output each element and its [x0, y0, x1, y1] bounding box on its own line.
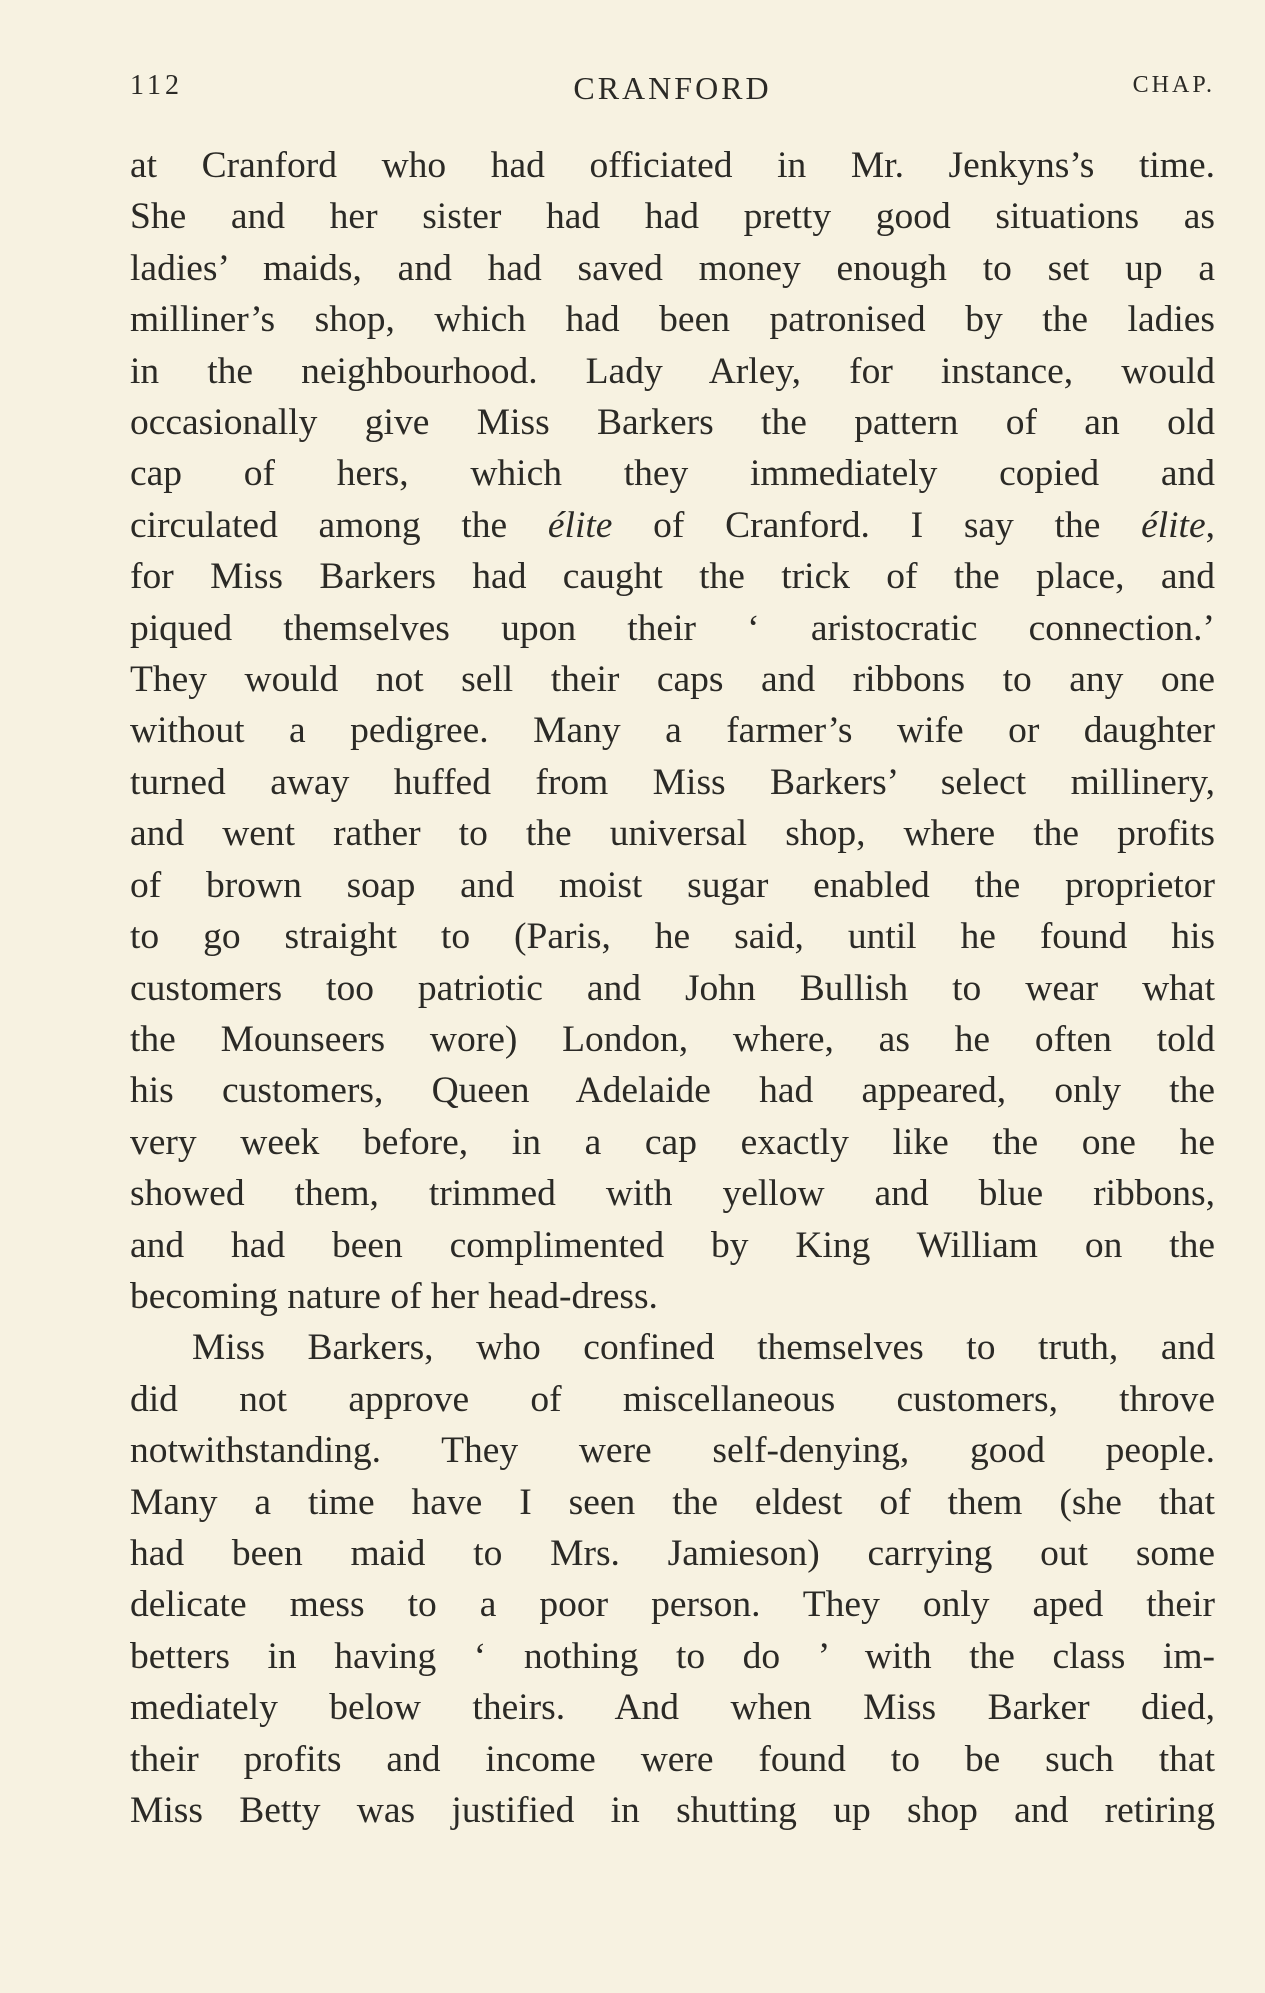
text-line: mediately below theirs. And when Miss Barker died, [130, 1687, 1215, 1729]
text-line: turned away huffed from Miss Barkers’ select millinery, [130, 761, 1215, 803]
text-line: piqued themselves upon their ‘ aristocratic connection.’ [130, 607, 1215, 649]
text-line: occasionally give Miss Barkers the pattern of an old [130, 402, 1215, 444]
paragraph-2 [130, 1322, 1215, 1836]
text-line: customers too patriotic and John Bullish to wear what [130, 967, 1215, 1009]
text-line: did not approve of miscellaneous customers, throve [130, 1378, 1215, 1420]
text-line: betters in having ‘ nothing to do ’ with the class im- [130, 1635, 1215, 1677]
text-line: at Cranford who had officiated in Mr. Jenkyns’s time. [130, 145, 1215, 186]
text-line: and went rather to the universal shop, where the profits [130, 813, 1215, 855]
text-line: Miss Betty was justified in shutting up shop and retiring [130, 1790, 1215, 1831]
chapter-label: CHAP. [1132, 72, 1215, 98]
text-line: becoming nature of her head-dress. [130, 1275, 658, 1317]
text-line: their profits and income were found to be such that [130, 1738, 1215, 1780]
text-line: to go straight to (Paris, he said, until he found his [130, 916, 1215, 958]
running-title: CRANFORD [573, 70, 772, 106]
text-line: Miss Barkers, who confined themselves to truth, and [192, 1327, 1215, 1369]
text-line: delicate mess to a poor person. They only aped their [130, 1584, 1215, 1626]
running-head [130, 70, 1215, 110]
body-text [130, 140, 1215, 1836]
text-line: She and her sister had had pretty good situations as [130, 196, 1215, 238]
text-line: showed them, trimmed with yellow and blue ribbons, [130, 1173, 1215, 1215]
text-line: cap of hers, which they immediately copied and [130, 453, 1215, 495]
text-line: without a pedigree. Many a farmer’s wife or daughter [130, 710, 1215, 752]
text-line: his customers, Queen Adelaide had appeared, only the [130, 1070, 1215, 1112]
text-line: ladies’ maids, and had saved money enough to set up a [130, 247, 1215, 289]
text-line: for Miss Barkers had caught the trick of the place, and [130, 556, 1215, 598]
text-line: Many a time have I seen the eldest of them (she that [130, 1481, 1215, 1523]
text-line: and had been complimented by King William on the [130, 1224, 1215, 1266]
text-line: of brown soap and moist sugar enabled the proprietor [130, 864, 1215, 906]
text-line: circulated among the élite of Cranford. I say the élite, [130, 504, 1215, 546]
text-line: milliner’s shop, which had been patronised by the ladies [130, 299, 1215, 341]
paragraph-1 [130, 140, 1215, 1322]
text-line: had been maid to Mrs. Jamieson) carrying out some [130, 1532, 1215, 1574]
text-line: in the neighbourhood. Lady Arley, for instance, would [130, 350, 1215, 392]
text-line: the Mounseers wore) London, where, as he often told [130, 1018, 1215, 1060]
text-line: notwithstanding. They were self-denying, good people. [130, 1430, 1215, 1472]
text-line: very week before, in a cap exactly like the one he [130, 1121, 1215, 1163]
page-number: 112 [130, 70, 183, 101]
text-line: They would not sell their caps and ribbons to any one [130, 659, 1215, 701]
